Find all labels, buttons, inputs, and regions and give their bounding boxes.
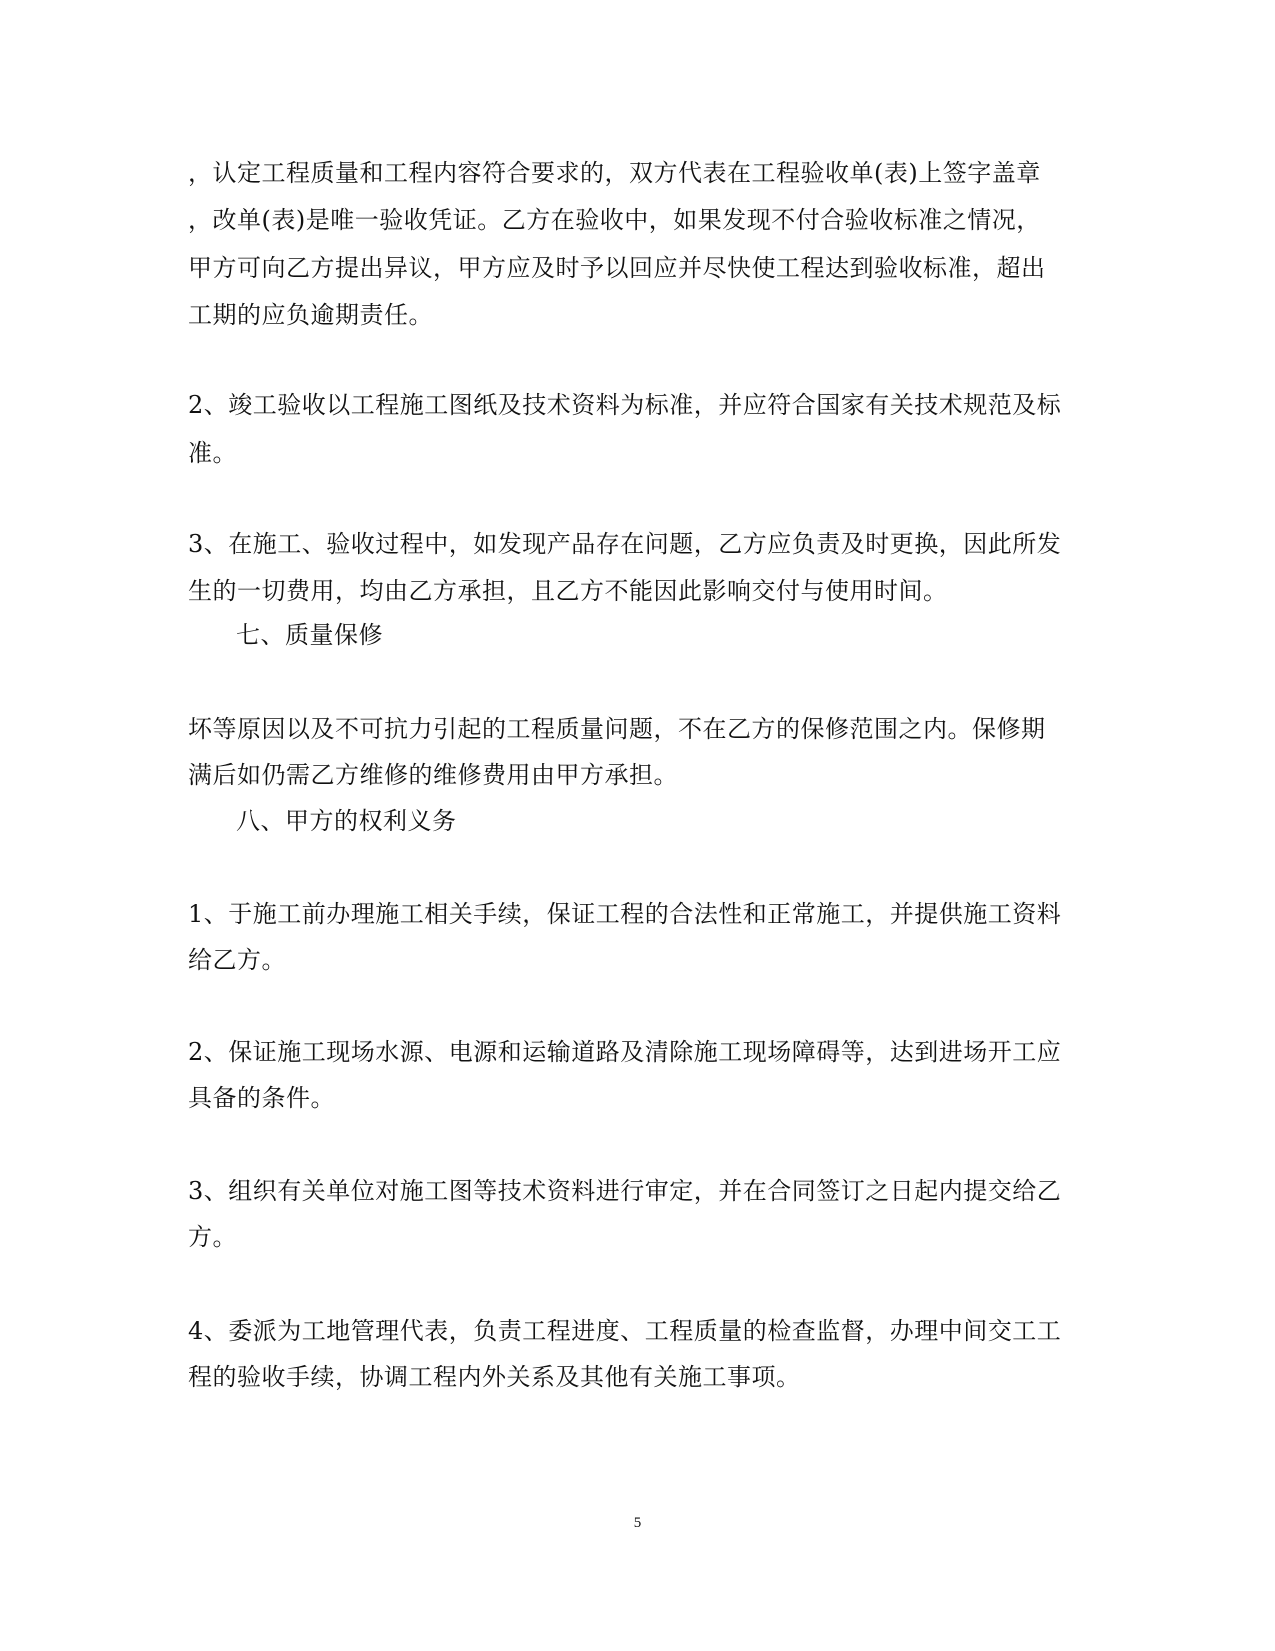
paragraph-line: 1、于施工前办理施工相关手续，保证工程的合法性和正常施工，并提供施工资料 bbox=[188, 900, 1062, 928]
paragraph-line: 满后如仍需乙方维修的维修费用由甲方承担。 bbox=[188, 761, 678, 789]
paragraph-line: 生的一切费用，均由乙方承担，且乙方不能因此影响交付与使用时间。 bbox=[188, 577, 948, 605]
paragraph-line: 3、在施工、验收过程中，如发现产品存在问题，乙方应负责及时更换，因此所发 bbox=[188, 530, 1062, 558]
section-heading: 八、甲方的权利义务 bbox=[236, 807, 457, 835]
paragraph-line: 工期的应负逾期责任。 bbox=[188, 301, 433, 329]
paragraph-line: ，改单(表)是唯一验收凭证。乙方在验收中，如果发现不付合验收标准之情况， bbox=[188, 206, 1041, 234]
paragraph-line: 2、保证施工现场水源、电源和运输道路及清除施工现场障碍等，达到进场开工应 bbox=[188, 1038, 1062, 1066]
paragraph-line: ，认定工程质量和工程内容符合要求的，双方代表在工程验收单(表)上签字盖章 bbox=[188, 159, 1041, 187]
paragraph-line: 甲方可向乙方提出异议，甲方应及时予以回应并尽快使工程达到验收标准，超出 bbox=[188, 254, 1046, 282]
paragraph-line: 程的验收手续，协调工程内外关系及其他有关施工事项。 bbox=[188, 1363, 801, 1391]
paragraph-line: 方。 bbox=[188, 1223, 237, 1251]
paragraph-line: 坏等原因以及不可抗力引起的工程质量问题，不在乙方的保修范围之内。保修期 bbox=[188, 715, 1046, 743]
section-heading: 七、质量保修 bbox=[236, 621, 383, 649]
paragraph-line: 给乙方。 bbox=[188, 946, 286, 974]
paragraph-line: 2、竣工验收以工程施工图纸及技术资料为标准，并应符合国家有关技术规范及标 bbox=[188, 391, 1062, 419]
paragraph-line: 具备的条件。 bbox=[188, 1084, 335, 1112]
paragraph-line: 3、组织有关单位对施工图等技术资料进行审定，并在合同签订之日起内提交给乙 bbox=[188, 1177, 1062, 1205]
page-number: 5 bbox=[633, 1515, 642, 1531]
paragraph-line: 准。 bbox=[188, 439, 237, 467]
paragraph-line: 4、委派为工地管理代表，负责工程进度、工程质量的检查监督，办理中间交工工 bbox=[188, 1317, 1062, 1345]
